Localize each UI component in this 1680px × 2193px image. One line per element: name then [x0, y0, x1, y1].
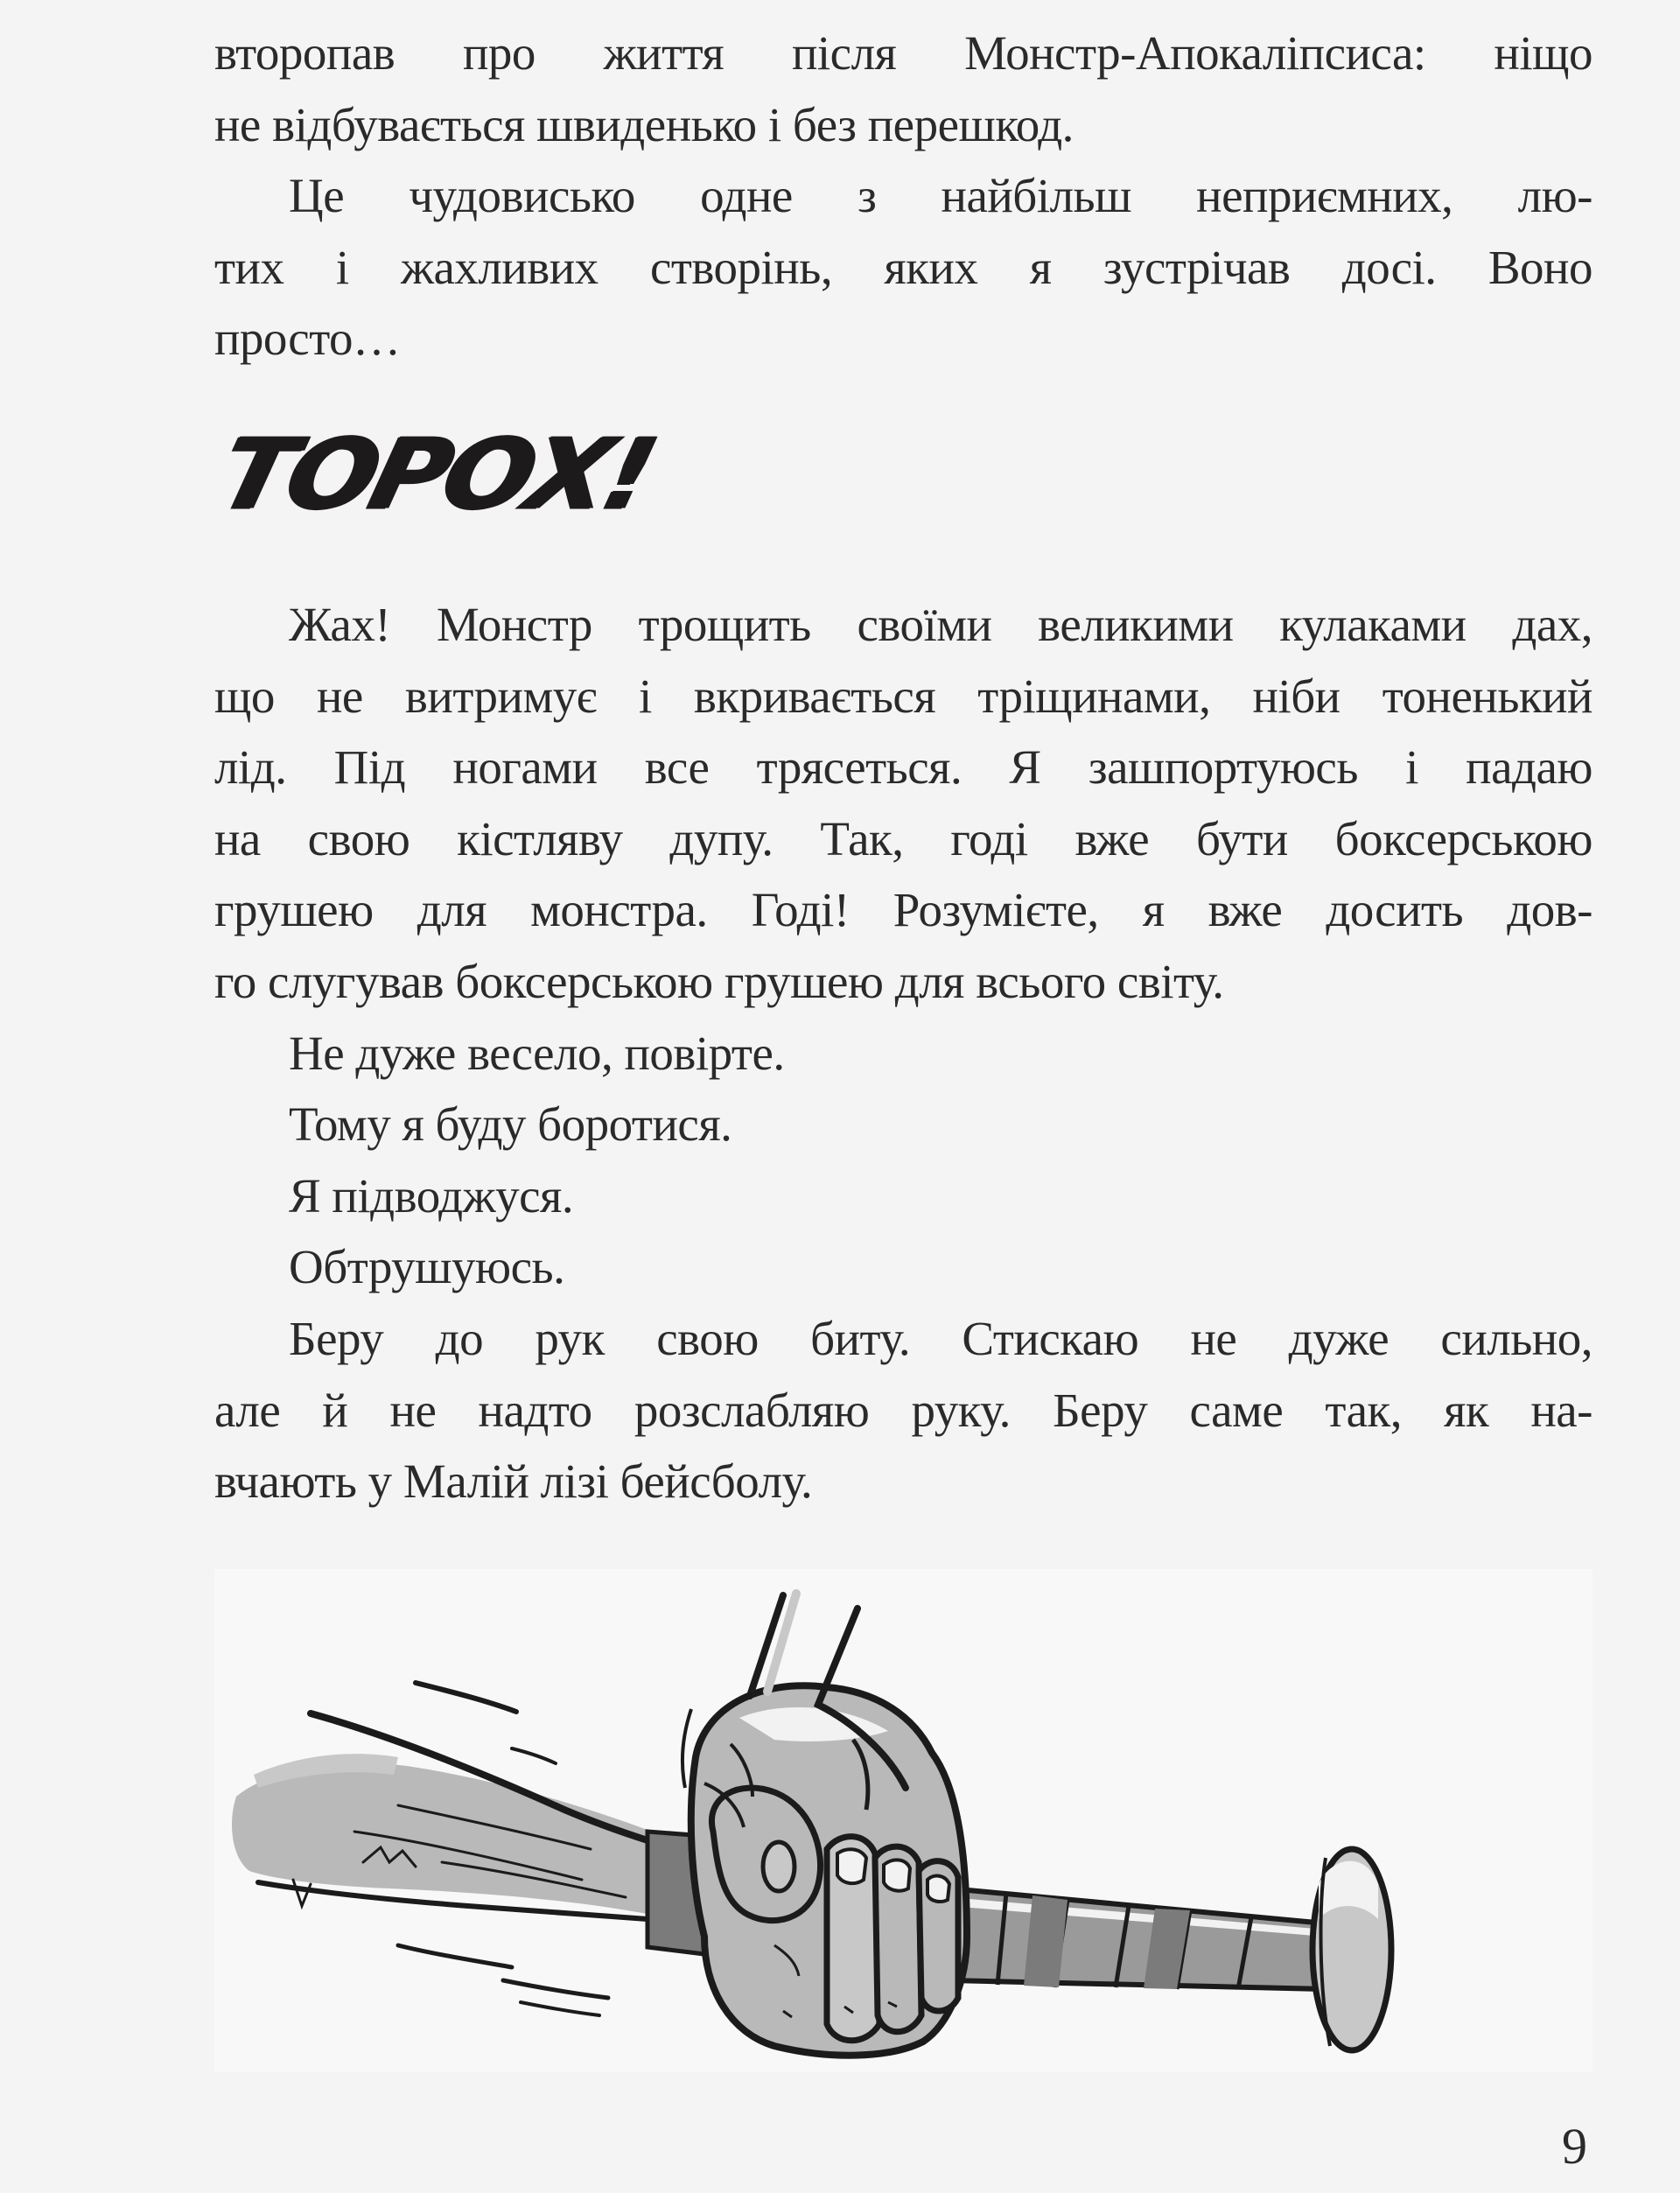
bat-knob — [1312, 1849, 1391, 2050]
text-line: Це чудовисько одне з найбільш неприємних, лю- — [289, 169, 1592, 223]
page-number: 9 — [1562, 2118, 1587, 2175]
text-line: второпав про життя після Монстр-Апокаліпсиса: ніщо — [214, 26, 1592, 80]
text-line: просто… — [214, 312, 401, 366]
text-line: вчають у Малій лізі бейсболу. — [214, 1454, 813, 1509]
text-line: го слугував боксерською грушею для всього світу. — [214, 954, 1224, 1008]
bat-grip-illustration — [214, 1569, 1592, 2072]
sound-effect-heading: ТОРОХ! — [208, 416, 665, 532]
text-line: Не дуже весело, повірте. — [289, 1026, 785, 1080]
text-line: Беру до рук свою биту. Стискаю не дуже сильно, — [289, 1311, 1592, 1365]
text-line: що не витримує і вкривається тріщинами, ніби тоненький — [214, 669, 1592, 723]
main-paragraph-block — [214, 589, 1592, 1517]
text-line: не відбувається швиденько і без перешкод. — [214, 97, 1074, 151]
fist — [682, 1594, 967, 2056]
top-paragraph-block — [214, 18, 1592, 375]
bat-handle — [949, 1888, 1326, 1989]
text-line: на свою кістляву дупу. Так, годі вже бути боксерською — [214, 811, 1592, 865]
hand-with-bat-icon — [214, 1569, 1592, 2072]
text-line: але й не надто розслабляю руку. Беру саме так, як на- — [214, 1383, 1592, 1437]
text-line: грушею для монстра. Годі! Розумієте, я вже досить дов- — [214, 883, 1592, 937]
text-line: Обтрушуюсь. — [289, 1240, 565, 1294]
text-line: Тому я буду боротися. — [289, 1097, 732, 1152]
text-line: тих і жахливих створінь, яких я зустрічав досі. Воно — [214, 240, 1592, 294]
text-line: лід. Під ногами все трясеться. Я зашпортуюсь і падаю — [214, 740, 1592, 795]
text-line: Жах! Монстр трощить своїми великими кулаками дах, — [289, 598, 1592, 651]
text-line: Я підводжуся. — [289, 1168, 574, 1223]
